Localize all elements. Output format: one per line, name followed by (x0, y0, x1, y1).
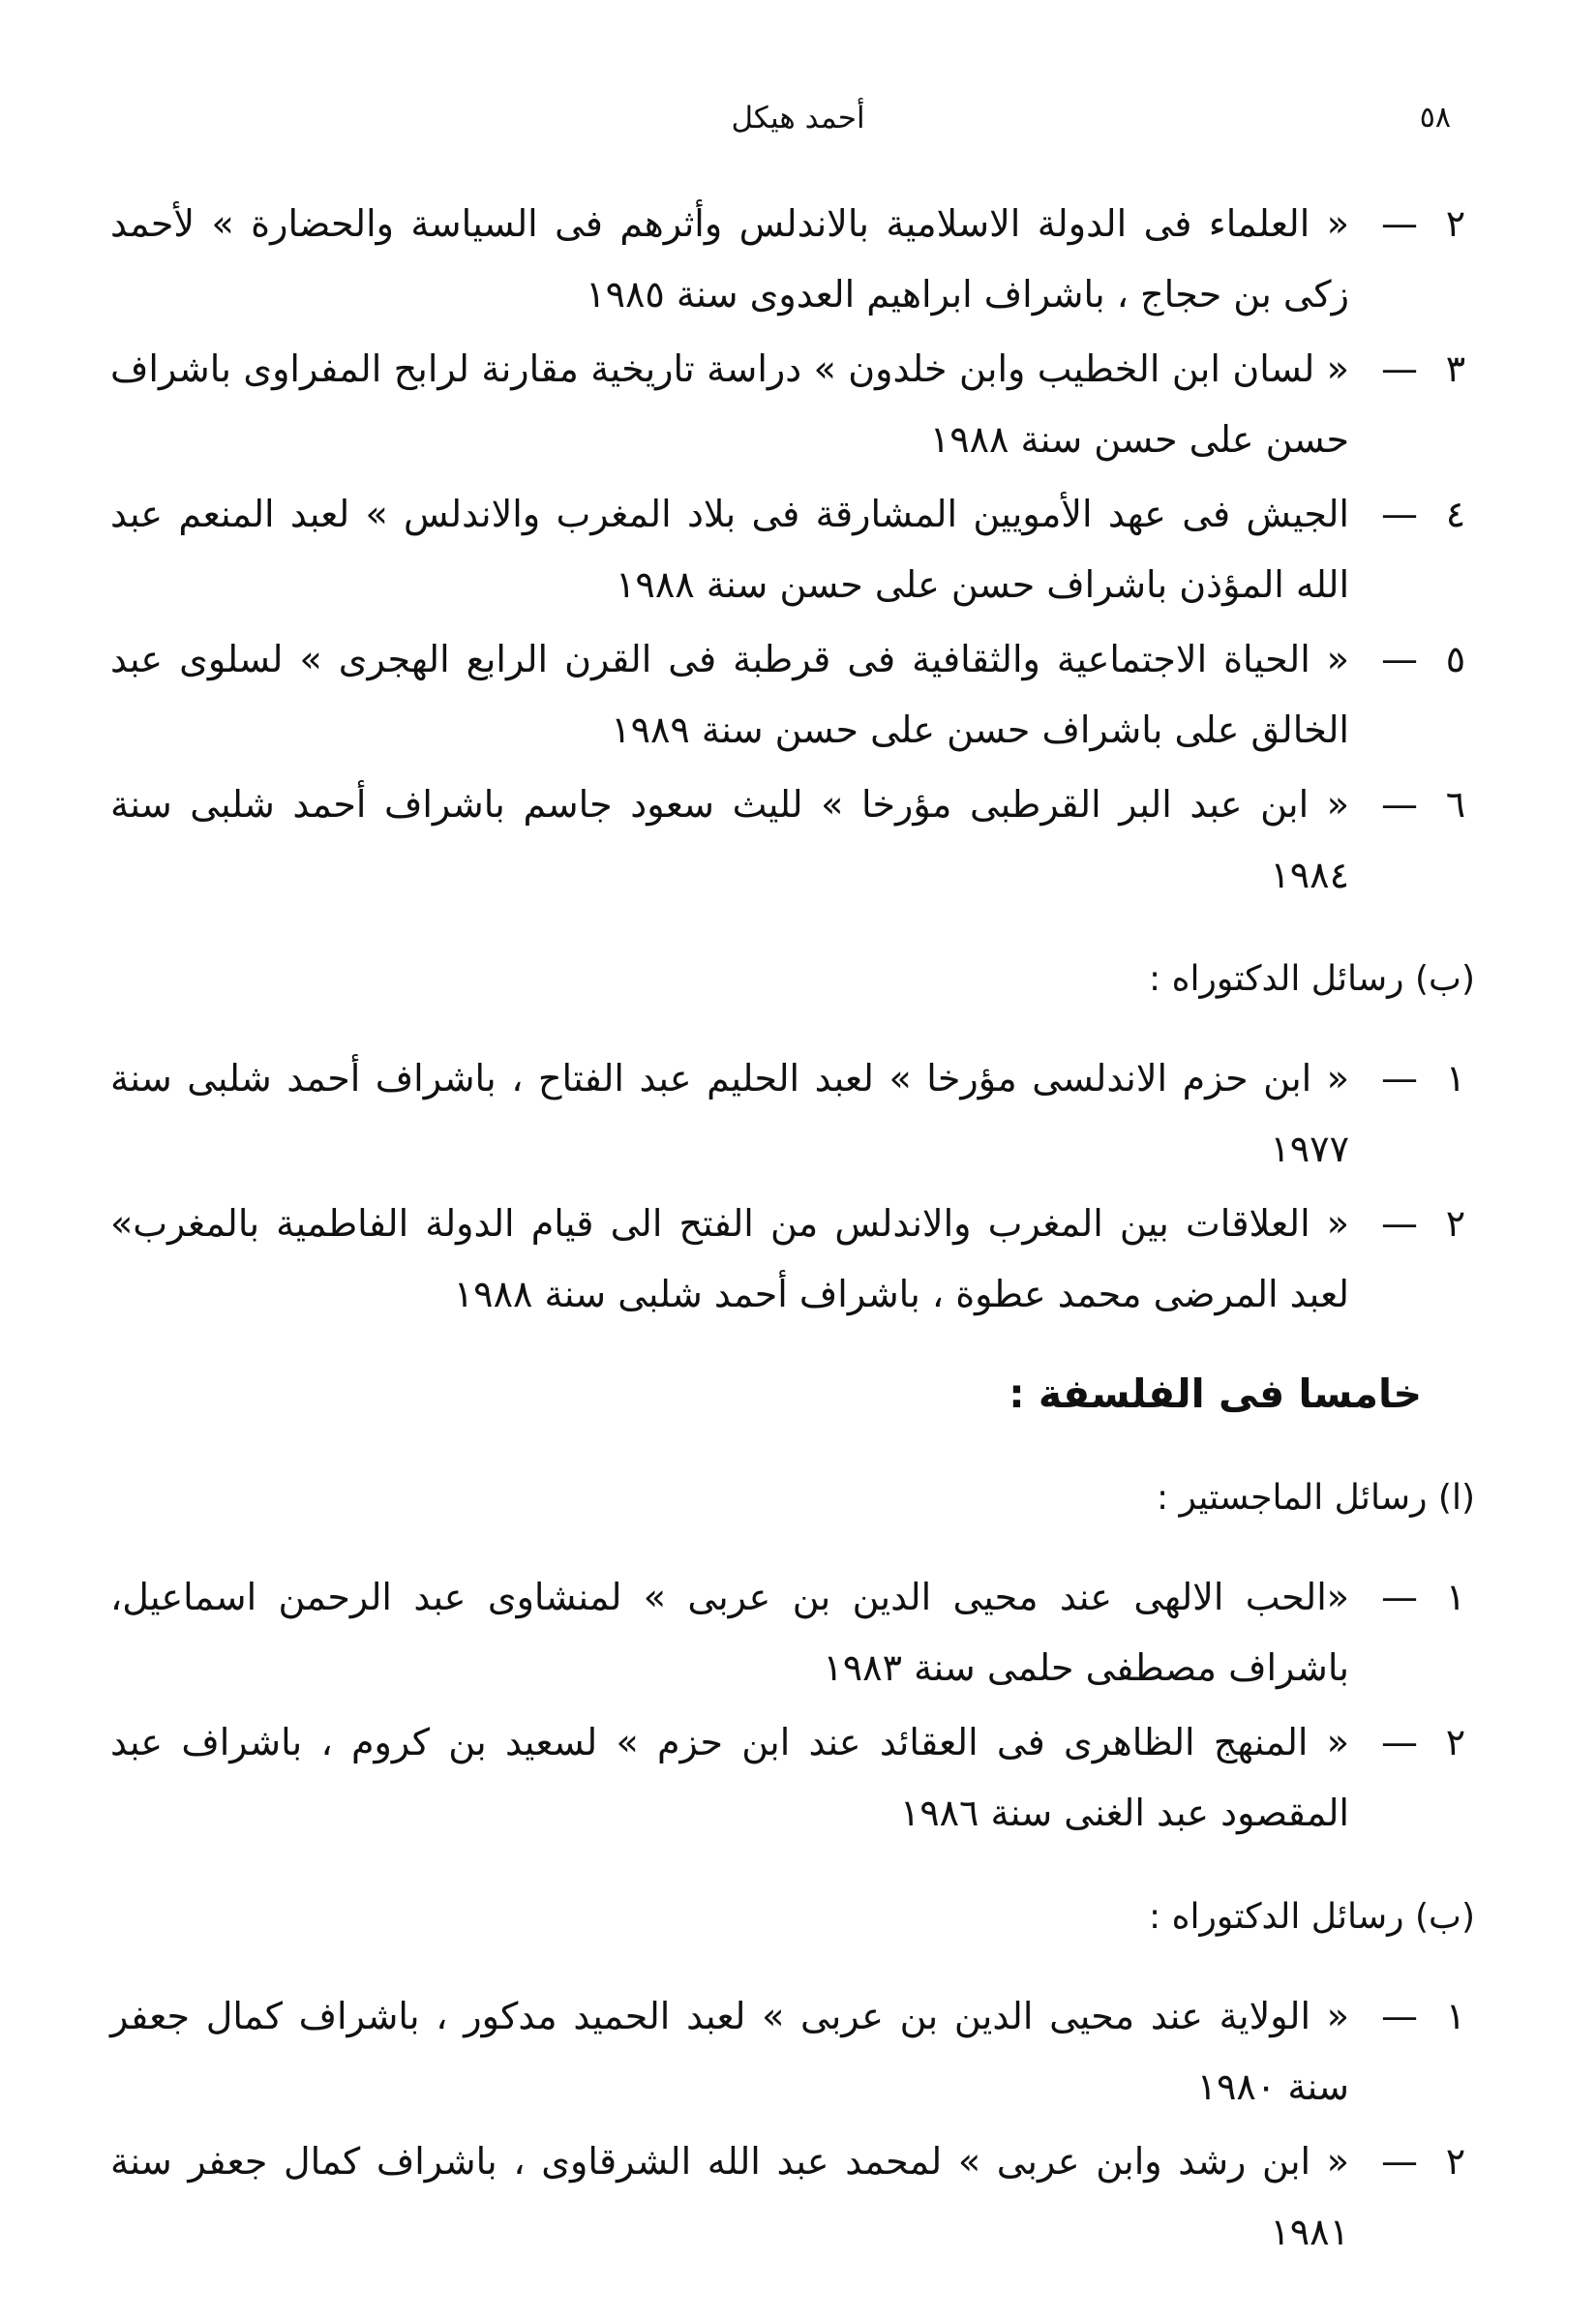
item-number: ١ (1445, 1995, 1466, 2037)
list-item (110, 1189, 1475, 1330)
list-item (110, 624, 1475, 766)
philosophy-phd-list (110, 1981, 1475, 2268)
philosophy-masters-list (110, 1562, 1475, 1849)
list-item (110, 334, 1475, 475)
item-text: « ابن رشد وابن عربى » لمحمد عبد الله الشرقاوى ، باشراف كمال جعفر سنة ١٩٨١ (110, 2140, 1349, 2253)
page-content (110, 189, 1475, 2272)
item-text: الجيش فى عهد الأمويين المشارقة فى بلاد المغرب والاندلس » لعبد المنعم عبد الله المؤذن باشراف حسن على حسن سنة ١٩٨٨ (110, 493, 1349, 606)
item-text: « الحياة الاجتماعية والثقافية فى قرطبة فى القرن الرابع الهجرى » لسلوى عبد الخالق على باشراف حسن على حسن سنة ١٩٨٩ (110, 638, 1349, 751)
page-number: ٥٨ (1419, 101, 1451, 135)
item-number: ٢ (1445, 1202, 1466, 1245)
item-dash: — (1381, 2140, 1418, 2183)
list-item (110, 1043, 1475, 1185)
list-item (110, 769, 1475, 911)
list-item (110, 1981, 1475, 2123)
item-dash: — (1381, 1576, 1418, 1618)
item-number: ١ (1445, 1576, 1466, 1618)
item-text: « الولاية عند محيى الدين بن عربى » لعبد الحميد مدكور ، باشراف كمال جعفر سنة ١٩٨٠ (110, 1995, 1349, 2108)
history-masters-list (110, 189, 1475, 911)
list-item (110, 1562, 1475, 1703)
list-item (110, 189, 1475, 330)
list-item (110, 479, 1475, 620)
item-number: ١ (1445, 1057, 1466, 1100)
item-number: ٤ (1445, 493, 1466, 535)
philosophy-section-heading: خامسا فى الفلسفة : (1009, 1371, 1422, 1417)
history-phd-label: (ب) رسائل الدكتوراه : (1149, 959, 1475, 999)
item-number: ٥ (1445, 638, 1466, 680)
item-number: ٣ (1445, 347, 1466, 390)
item-text: « ابن حزم الاندلسى مؤرخا » لعبد الحليم عبد الفتاح ، باشراف أحمد شلبى سنة ١٩٧٧ (110, 1057, 1349, 1170)
item-text: « العلاقات بين المغرب والاندلس من الفتح الى قيام الدولة الفاطمية بالمغرب» لعبد المرضى محمد عطوة ، باشراف أحمد شلبى سنة ١٩٨٨ (110, 1202, 1349, 1315)
list-item (110, 2126, 1475, 2268)
item-dash: — (1381, 783, 1418, 826)
item-text: «الحب الالهى عند محيى الدين بن عربى » لمنشاوى عبد الرحمن اسماعيل، باشراف مصطفى حلمى سنة ١٩٨٣ (110, 1576, 1349, 1689)
item-text: « العلماء فى الدولة الاسلامية بالاندلس وأثرهم فى السياسة والحضارة » لأحمد زكى بن حجاج ، باشراف ابراهيم العدوى سنة ١٩٨٥ (110, 202, 1349, 316)
item-dash: — (1381, 1721, 1418, 1763)
philosophy-phd-label: (ب) رسائل الدكتوراه : (1149, 1897, 1475, 1937)
running-title: أحمد هيكل (731, 101, 865, 136)
item-dash: — (1381, 347, 1418, 390)
item-dash: — (1381, 202, 1418, 245)
item-text: « لسان ابن الخطيب وابن خلدون » دراسة تاريخية مقارنة لرابح المفراوى باشراف حسن على حسن سنة ١٩٨٨ (110, 347, 1349, 461)
philosophy-masters-label: (ا) رسائل الماجستير : (1156, 1478, 1475, 1518)
item-dash: — (1381, 493, 1418, 535)
item-text: « المنهج الظاهرى فى العقائد عند ابن حزم » لسعيد بن كروم ، باشراف عبد المقصود عبد الغنى سنة ١٩٨٦ (110, 1721, 1349, 1834)
item-text: « ابن عبد البر القرطبى مؤرخا » لليث سعود جاسم باشراف أحمد شلبى سنة ١٩٨٤ (110, 783, 1349, 896)
item-dash: — (1381, 638, 1418, 680)
item-number: ٢ (1445, 1721, 1466, 1763)
item-number: ٢ (1445, 2140, 1466, 2183)
list-item (110, 1707, 1475, 1849)
item-dash: — (1381, 1202, 1418, 1245)
item-number: ٦ (1445, 783, 1466, 826)
item-number: ٢ (1445, 202, 1466, 245)
page-header (145, 89, 1451, 147)
item-dash: — (1381, 1995, 1418, 2037)
history-phd-list (110, 1043, 1475, 1330)
item-dash: — (1381, 1057, 1418, 1100)
